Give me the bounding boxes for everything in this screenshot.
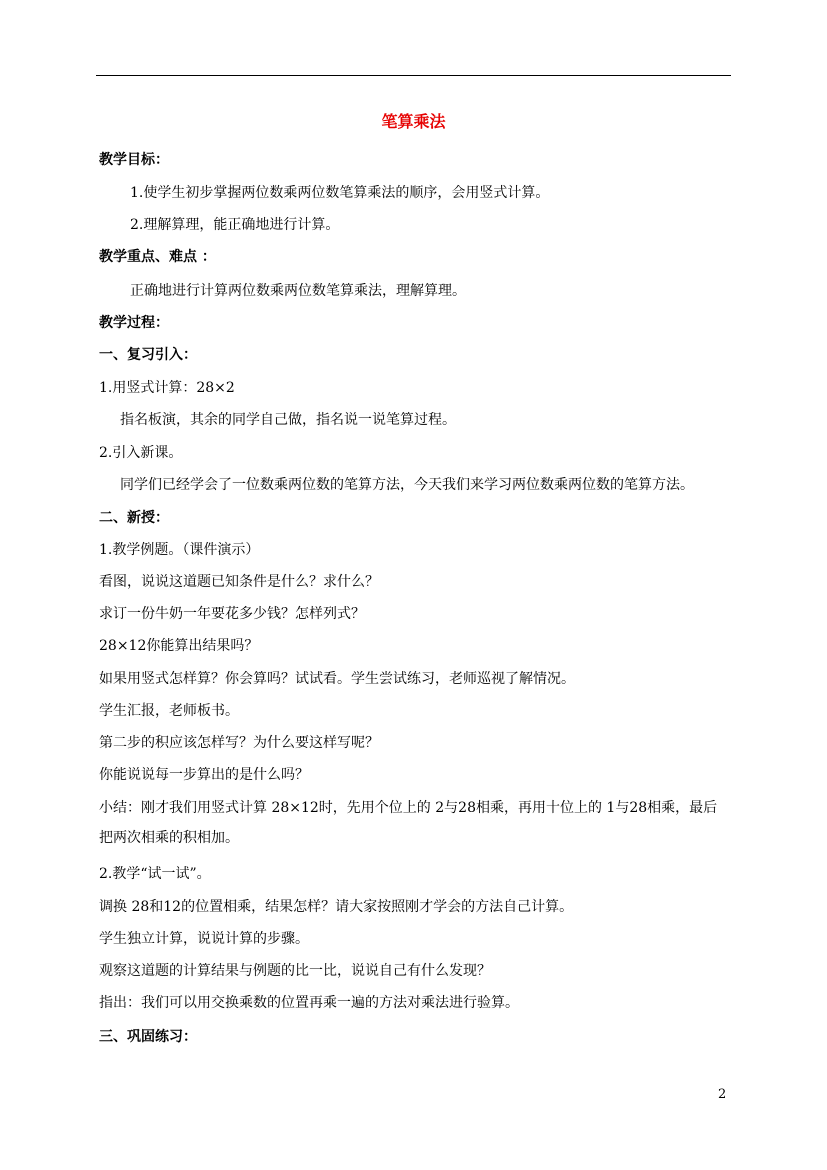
section-practice: 三、巩固练习： [99,1029,197,1045]
review-item-1: 1.用竖式计算：28×2 [99,380,235,396]
new-lesson-question-7: 你能说说每一步算出的是什么吗？ [99,767,309,783]
try-it-text-4: 指出：我们可以用交换乘数的位置再乘一遍的方法对乘法进行验算。 [99,995,519,1011]
heading-goals: 教学目标： [99,152,169,168]
section-new-lesson: 二、新授： [99,510,169,526]
new-lesson-summary: 小结：刚才我们用竖式计算 28×12时，先用个位上的 2与28相乘，再用十位上的 1与28相乘，最后把两次相乘的积相加。 [99,800,718,846]
page-number: 2 [718,1087,727,1102]
new-lesson-item-2: 2.教学“试一试”。 [99,866,211,882]
new-lesson-item-1: 1.教学例题。（课件演示） [99,542,260,558]
new-lesson-question-6: 第二步的积应该怎样写？为什么要这样写呢？ [99,735,379,751]
review-item-2: 2.引入新课。 [99,445,183,461]
new-lesson-question-2: 求订一份牛奶一年要花多少钱？怎样列式？ [99,606,365,622]
goal-2: 2.理解算理，能正确地进行计算。 [130,217,340,233]
new-lesson-question-4: 如果用竖式怎样算？你会算吗？试试看。学生尝试练习，老师巡视了解情况。 [99,671,575,687]
heading-key-points: 教学重点、难点 ： [99,249,216,265]
review-item-1-desc: 指名板演，其余的同学自己做，指名说一说笔算过程。 [120,412,456,428]
try-it-text-3: 观察这道题的计算结果与例题的比一比，说说自己有什么发现？ [99,963,491,979]
key-points-text: 正确地进行计算两位数乘两位数笔算乘法，理解算理。 [130,283,466,299]
header-rule [96,75,731,76]
try-it-text-1: 调换 28和12的位置相乘，结果怎样？请大家按照刚才学会的方法自己计算。 [99,899,574,915]
try-it-text-2: 学生独立计算，说说计算的步骤。 [99,931,309,947]
heading-process: 教学过程： [99,315,169,331]
review-item-2-desc: 同学们已经学会了一位数乘两位数的笔算方法，今天我们来学习两位数乘两位数的笔算方法。 [120,477,694,493]
new-lesson-question-3: 28×12你能算出结果吗？ [99,638,259,654]
goal-1: 1.使学生初步掌握两位数乘两位数笔算乘法的顺序，会用竖式计算。 [130,185,550,201]
section-review: 一、复习引入： [99,347,197,363]
new-lesson-question-5: 学生汇报，老师板书。 [99,703,239,719]
document-title: 笔算乘法 [381,112,446,131]
new-lesson-question-1: 看图，说说这道题已知条件是什么？求什么？ [99,574,379,590]
